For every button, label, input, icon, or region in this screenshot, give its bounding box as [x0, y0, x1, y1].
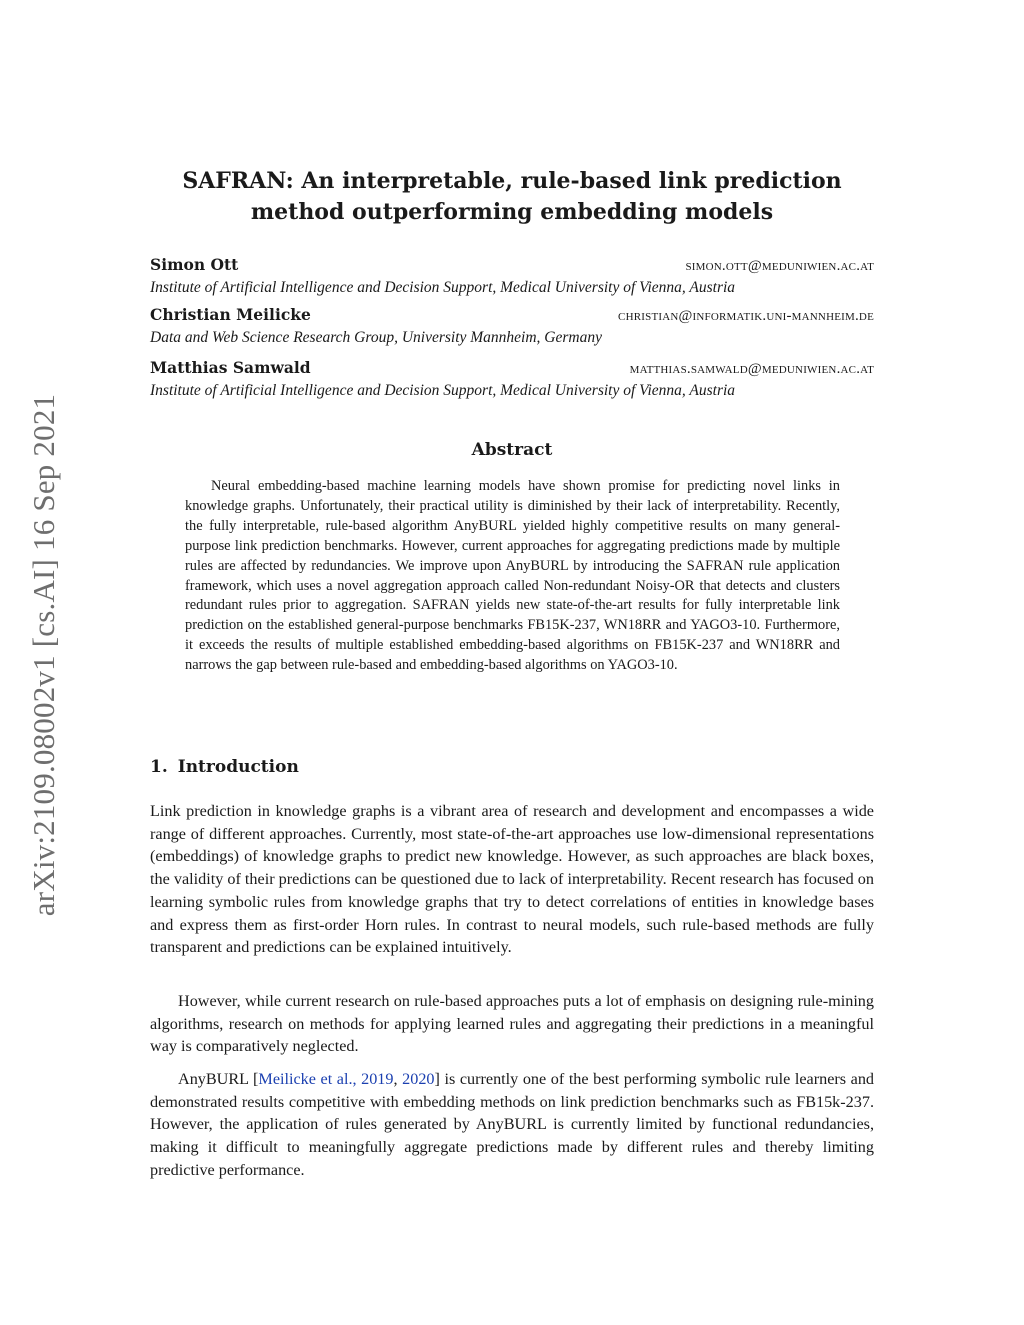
- intro-paragraph-3: [150, 1068, 874, 1182]
- citation-link[interactable]: Meilicke et al., 2019: [258, 1070, 394, 1088]
- author-block-1: [150, 255, 874, 299]
- author-block-2: [150, 305, 874, 349]
- paragraph-text: ] is currently one of the best performing symbolic rule learners and demonstrated results competitive with embedding methods on link prediction benchmarks such as FB15k-237. However, the application of rules generated by AnyBURL is currently limited by functional redundancies, making it difficult to meaningfully aggregate predictions made by different rules and thereby limiting predictive performance.: [150, 1070, 875, 1179]
- paragraph-text: AnyBURL [: [178, 1070, 259, 1088]
- author-affiliation: Institute of Artificial Intelligence and Decision Support, Medical University of Vienna, Austria: [150, 382, 736, 399]
- author-email[interactable]: christian@informatik.uni-mannheim.de: [618, 308, 874, 324]
- abstract-heading: Abstract: [471, 440, 553, 460]
- author-email[interactable]: simon.ott@meduniwien.ac.at: [685, 258, 874, 274]
- paper-title-line-1: SAFRAN: An interpretable, rule-based link prediction: [182, 168, 842, 194]
- intro-paragraph-1: Link prediction in knowledge graphs is a vibrant area of research and development and encompasses a wide range of different approaches. Currently, most state-of-the-art approaches use low-dimensional representations (embeddings) of knowledge graphs to predict new knowledge. However, as such approaches are black boxes, the validity of their predictions can be questioned due to lack of interpretability. Recent research has focused on learning symbolic rules from knowledge graphs that try to detect correlations of entities in knowledge bases and express them as first-order Horn rules. In contrast to neural models, such rule-based methods are fully transparent and predictions can be explained intuitively.: [150, 802, 874, 957]
- section-number: 1.: [150, 757, 168, 777]
- section-heading-introduction: [150, 757, 299, 777]
- paper-title-line-2: method outperforming embedding models: [250, 199, 774, 225]
- author-name: Christian Meilicke: [150, 305, 311, 324]
- intro-paragraph-2: However, while current research on rule-based approaches puts a lot of emphasis on designing rule-mining algorithms, research on methods for applying learned rules and aggregating their predictions in a meaningful way is comparatively neglected.: [150, 992, 874, 1056]
- author-affiliation: Data and Web Science Research Group, University Mannheim, Germany: [150, 329, 602, 346]
- citation-separator: ,: [393, 1070, 403, 1088]
- author-name: Matthias Samwald: [150, 358, 311, 377]
- arxiv-stamp-text: arXiv:2109.08002v1 [cs.AI] 16 Sep 2021: [26, 393, 62, 917]
- arxiv-identifier-stamp: [26, 365, 62, 945]
- paper-title: [150, 166, 874, 228]
- abstract-text: Neural embedding-based machine learning models have shown promise for predicting novel links in knowledge graphs. Unfortunately, their practical utility is diminished by their lack of interpretability. Recently, the fully interpretable, rule-based algorithm AnyBURL yielded highly competitive results on many general-purpose link prediction benchmarks. However, current approaches for aggregating predictions made by multiple rules are affected by redundancies. We improve upon AnyBURL by introducing the SAFRAN rule application framework, which uses a novel aggregation approach called Non-redundant Noisy-OR that detects and clusters redundant rules prior to aggregation. SAFRAN yields new state-of-the-art results for fully interpretable link prediction on the established general-purpose benchmarks FB15K-237, WN18RR and YAGO3-10. Furthermore, it exceeds the results of multiple established embedding-based algorithms on FB15K-237 and WN18RR and narrows the gap between rule-based and embedding-based algorithms on YAGO3-10.: [185, 478, 840, 674]
- citation-link[interactable]: 2020: [402, 1070, 435, 1088]
- section-title: Introduction: [177, 757, 299, 777]
- author-name: Simon Ott: [150, 255, 239, 274]
- author-affiliation: Institute of Artificial Intelligence and Decision Support, Medical University of Vienna, Austria: [150, 279, 736, 296]
- author-block-3: [150, 358, 874, 402]
- author-email[interactable]: matthias.samwald@meduniwien.ac.at: [629, 361, 874, 377]
